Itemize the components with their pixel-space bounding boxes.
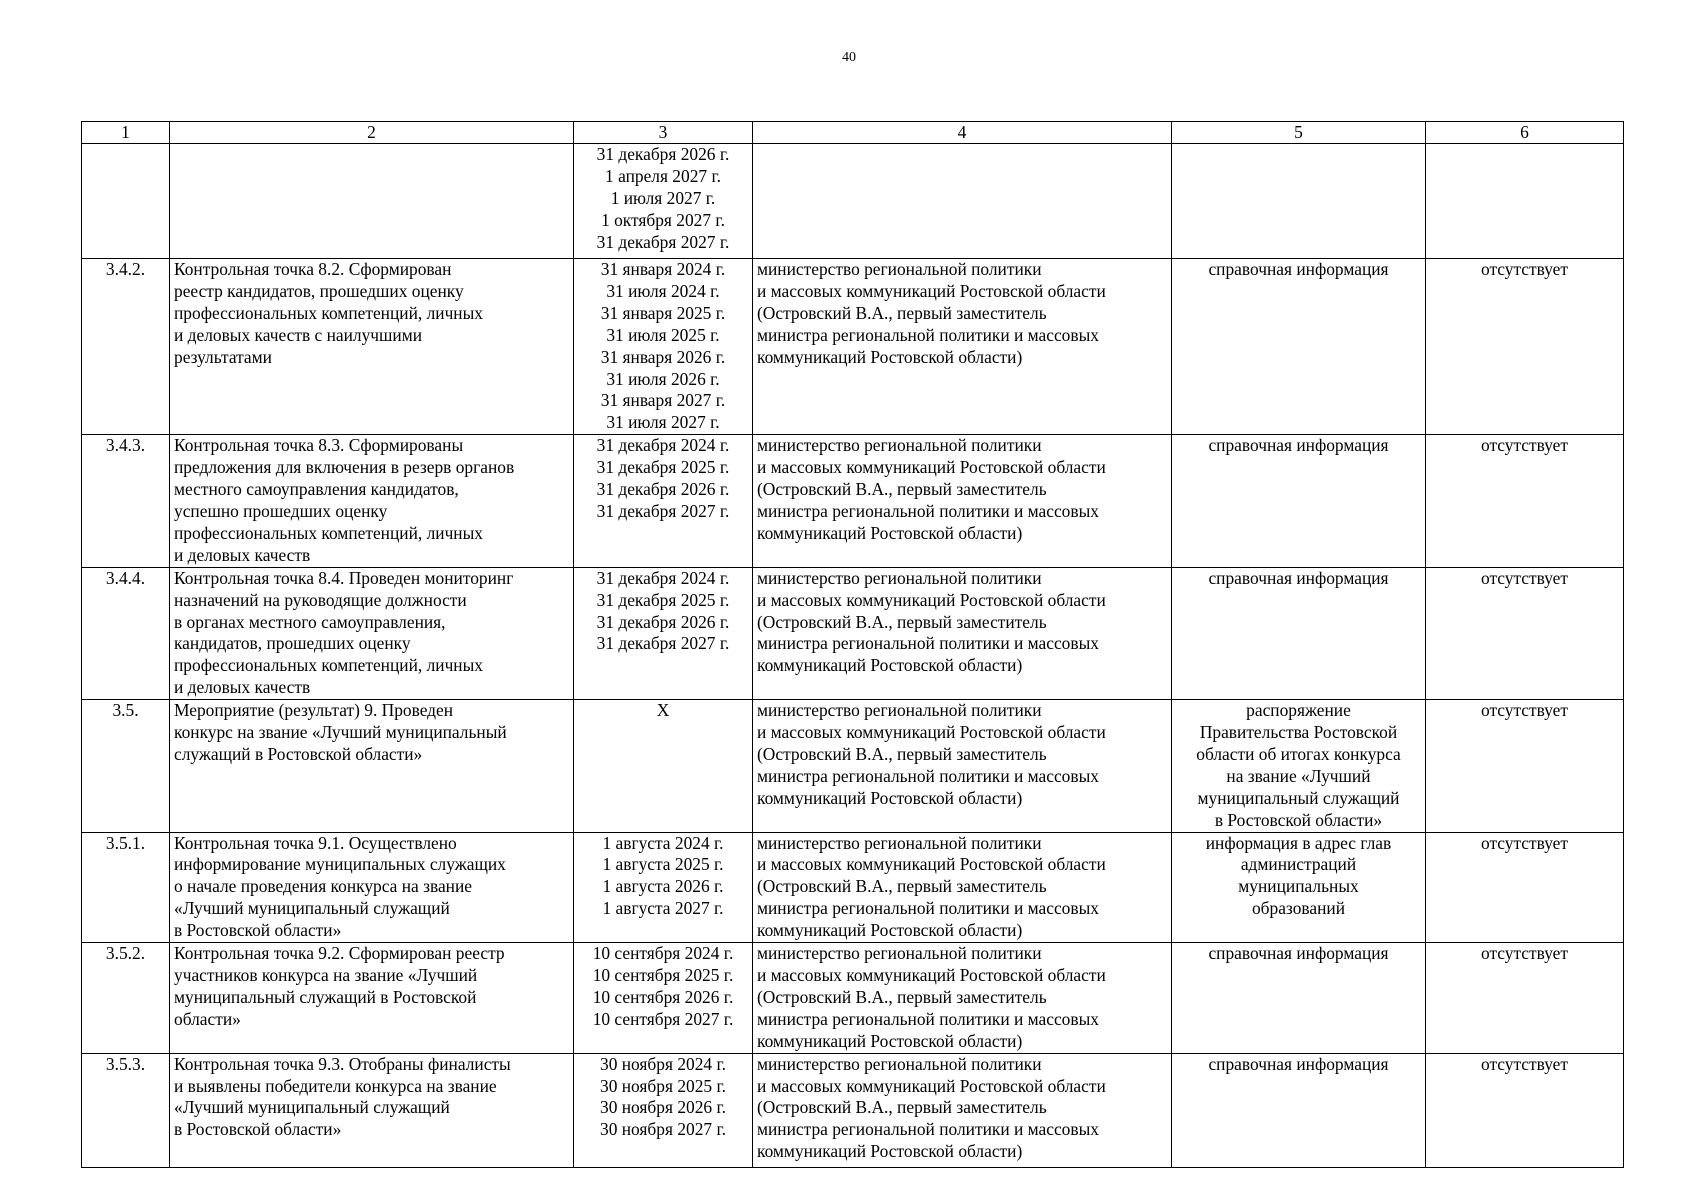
number-cell: 3.4.4. xyxy=(82,567,170,699)
date-line: 31 июля 2024 г. xyxy=(606,280,720,301)
date-line: 10 сентября 2025 г. xyxy=(592,965,734,985)
responsible-cell: министерство региональной политики и массовых коммуникаций Ростовской области (Островский В.А., первый заместитель министра региональной политики и массовых коммуникаций Ростовской области) xyxy=(753,943,1172,1054)
responsible-cell: министерство региональной политики и массовых коммуникаций Ростовской области (Островский В.А., первый заместитель министра региональной политики и массовых коммуникаций Ростовской области) xyxy=(753,1053,1172,1167)
responsible-cell: министерство региональной политики и массовых коммуникаций Ростовской области (Островский В.А., первый заместитель министра региональной политики и массовых коммуникаций Ростовской области) xyxy=(753,259,1172,435)
date-line: 30 ноября 2024 г. xyxy=(600,1053,726,1074)
date-line: 1 июля 2027 г. xyxy=(610,187,716,208)
date-line: 31 декабря 2025 г. xyxy=(596,457,730,478)
page-number: 40 xyxy=(842,50,856,65)
name-cell: Контрольная точка 8.3. Сформированы предложения для включения в резерв органов местного самоуправления кандидатов, успешно прошедших оценку профессиональных компетенций, личных и деловых качеств xyxy=(170,435,574,567)
header-col-5: 5 xyxy=(1172,122,1426,144)
date-line: 31 января 2024 г. xyxy=(600,259,726,279)
system-cell xyxy=(1426,144,1624,259)
date-line: 10 сентября 2026 г. xyxy=(592,986,734,1007)
date-line: 30 ноября 2027 г. xyxy=(600,1119,726,1140)
table-row xyxy=(82,259,1624,435)
dates-cell xyxy=(574,700,753,832)
responsible-cell: министерство региональной политики и массовых коммуникаций Ростовской области (Островский В.А., первый заместитель министра региональной политики и массовых коммуникаций Ростовской области) xyxy=(753,700,1172,832)
system-cell: отсутствует xyxy=(1426,832,1624,943)
dates-cell xyxy=(574,144,753,259)
dates-cell xyxy=(574,1053,753,1167)
responsible-cell xyxy=(753,144,1172,259)
date-line: 31 декабря 2027 г. xyxy=(596,500,730,521)
date-line: 31 декабря 2026 г. xyxy=(596,144,730,164)
date-line: 31 января 2026 г. xyxy=(600,346,726,367)
header-col-6: 6 xyxy=(1426,122,1624,144)
header-row xyxy=(82,122,1624,144)
number-cell: 3.5. xyxy=(82,700,170,832)
dates-cell xyxy=(574,567,753,699)
date-line: 1 октября 2027 г. xyxy=(601,209,725,230)
date-line: 31 декабря 2025 г. xyxy=(596,589,730,610)
dates-cell xyxy=(574,259,753,435)
name-cell: Контрольная точка 8.2. Сформирован реестр кандидатов, прошедших оценку профессиональных компетенций, личных и деловых качеств с наилучшими результатами xyxy=(170,259,574,435)
system-cell: отсутствует xyxy=(1426,943,1624,1054)
document-cell: справочная информация xyxy=(1172,567,1426,699)
date-line: 1 августа 2024 г. xyxy=(602,832,724,853)
table-row xyxy=(82,700,1624,832)
date-line: 31 декабря 2027 г. xyxy=(596,231,730,252)
dates-cell xyxy=(574,832,753,943)
table-row xyxy=(82,832,1624,943)
date-line: 31 декабря 2024 г. xyxy=(596,435,730,456)
header-col-4: 4 xyxy=(753,122,1172,144)
document-cell: справочная информация xyxy=(1172,259,1426,435)
date-line: 30 ноября 2026 г. xyxy=(600,1097,726,1118)
document-cell xyxy=(1172,144,1426,259)
number-cell: 3.4.2. xyxy=(82,259,170,435)
document-cell: распоряжение Правительства Ростовской области об итогах конкурса на звание «Лучший муниципальный служащий в Ростовской области» xyxy=(1172,700,1426,832)
date-line: 1 августа 2026 г. xyxy=(602,876,724,897)
document-cell: справочная информация xyxy=(1172,943,1426,1054)
name-cell: Контрольная точка 9.2. Сформирован реестр участников конкурса на звание «Лучший муниципальный служащий в Ростовской области» xyxy=(170,943,574,1054)
date-line: 1 августа 2027 г. xyxy=(602,898,724,919)
table-row xyxy=(82,943,1624,1054)
number-cell: 3.5.1. xyxy=(82,832,170,943)
date-line: 31 декабря 2024 г. xyxy=(596,567,730,588)
name-cell: Мероприятие (результат) 9. Проведен конкурс на звание «Лучший муниципальный служащий в Ростовской области» xyxy=(170,700,574,832)
date-line: 31 июля 2025 г. xyxy=(606,324,720,345)
name-cell xyxy=(170,144,574,259)
system-cell: отсутствует xyxy=(1426,567,1624,699)
number-cell: 3.5.2. xyxy=(82,943,170,1054)
document-cell: информация в адрес глав администраций муниципальных образований xyxy=(1172,832,1426,943)
document-cell: справочная информация xyxy=(1172,435,1426,567)
date-line: 31 июля 2027 г. xyxy=(606,412,720,433)
header-col-1: 1 xyxy=(82,122,170,144)
date-line: 10 сентября 2024 г. xyxy=(592,943,734,964)
responsible-cell: министерство региональной политики и массовых коммуникаций Ростовской области (Островский В.А., первый заместитель министра региональной политики и массовых коммуникаций Ростовской области) xyxy=(753,435,1172,567)
header-col-3: 3 xyxy=(574,122,753,144)
system-cell: отсутствует xyxy=(1426,1053,1624,1167)
date-line: 31 декабря 2026 г. xyxy=(596,479,730,500)
name-cell: Контрольная точка 9.1. Осуществлено информирование муниципальных служащих о начале проведения конкурса на звание «Лучший муниципальный служащий в Ростовской области» xyxy=(170,832,574,943)
system-cell: отсутствует xyxy=(1426,259,1624,435)
date-line: 31 января 2025 г. xyxy=(600,302,726,323)
table-row xyxy=(82,435,1624,567)
plan-table xyxy=(81,121,1624,1168)
system-cell: отсутствует xyxy=(1426,435,1624,567)
name-cell: Контрольная точка 8.4. Проведен мониторинг назначений на руководящие должности в органах местного самоуправления, кандидатов, прошедших оценку профессиональных компетенций, личных и деловых качеств xyxy=(170,567,574,699)
table-row xyxy=(82,1053,1624,1167)
number-cell: 3.4.3. xyxy=(82,435,170,567)
date-line: 1 апреля 2027 г. xyxy=(605,165,721,186)
number-cell xyxy=(82,144,170,259)
system-cell: отсутствует xyxy=(1426,700,1624,832)
date-line: 31 декабря 2027 г. xyxy=(596,633,730,654)
dates-cell xyxy=(574,943,753,1054)
responsible-cell: министерство региональной политики и массовых коммуникаций Ростовской области (Островский В.А., первый заместитель министра региональной политики и массовых коммуникаций Ростовской области) xyxy=(753,832,1172,943)
continuation-row xyxy=(82,144,1624,259)
date-line: 10 сентября 2027 г. xyxy=(592,1008,734,1029)
table-row xyxy=(82,567,1624,699)
date-line: 30 ноября 2025 г. xyxy=(600,1075,726,1096)
date-line: 31 июля 2026 г. xyxy=(606,368,720,389)
date-line: Х xyxy=(656,700,670,721)
date-line: 31 декабря 2026 г. xyxy=(596,611,730,632)
date-line: 31 января 2027 г. xyxy=(600,390,726,411)
document-cell: справочная информация xyxy=(1172,1053,1426,1167)
number-cell: 3.5.3. xyxy=(82,1053,170,1167)
date-line: 1 августа 2025 г. xyxy=(602,854,724,875)
name-cell: Контрольная точка 9.3. Отобраны финалисты и выявлены победители конкурса на звание «Лучший муниципальный служащий в Ростовской области» xyxy=(170,1053,574,1167)
dates-cell xyxy=(574,435,753,567)
responsible-cell: министерство региональной политики и массовых коммуникаций Ростовской области (Островский В.А., первый заместитель министра региональной политики и массовых коммуникаций Ростовской области) xyxy=(753,567,1172,699)
header-col-2: 2 xyxy=(170,122,574,144)
